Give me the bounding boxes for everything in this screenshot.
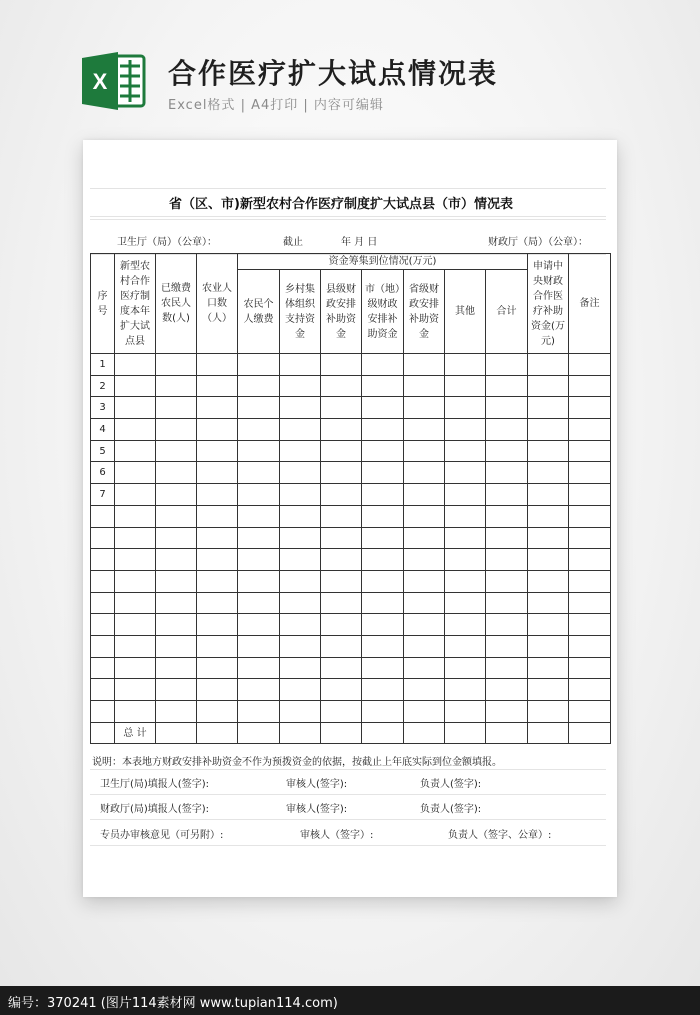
table-cell[interactable] xyxy=(115,549,156,571)
table-cell[interactable] xyxy=(115,397,156,419)
table-cell[interactable] xyxy=(321,570,362,592)
table-row xyxy=(91,635,611,657)
table-cell[interactable] xyxy=(569,701,611,723)
table-cell[interactable] xyxy=(280,614,321,636)
table-cell[interactable] xyxy=(404,570,445,592)
table-cell[interactable] xyxy=(362,440,404,462)
table-cell[interactable] xyxy=(321,484,362,506)
row-number: 7 xyxy=(91,484,115,506)
table-cell[interactable] xyxy=(362,570,404,592)
table-cell[interactable] xyxy=(280,375,321,397)
row-number xyxy=(91,549,115,571)
health-leader: 负责人(签字): xyxy=(420,779,482,790)
table-cell[interactable] xyxy=(569,570,611,592)
header xyxy=(82,48,622,118)
table-cell[interactable] xyxy=(115,505,156,527)
table-cell[interactable] xyxy=(528,440,569,462)
table-cell[interactable] xyxy=(362,701,404,723)
health-reviewer: 审核人(签字): xyxy=(286,779,348,790)
table-cell[interactable] xyxy=(156,505,197,527)
table-row xyxy=(91,505,611,527)
table-cell[interactable] xyxy=(362,657,404,679)
row-number: 2 xyxy=(91,375,115,397)
footer-row-finance xyxy=(90,795,606,820)
table-cell[interactable] xyxy=(238,614,280,636)
table-cell[interactable] xyxy=(362,375,404,397)
table-cell[interactable] xyxy=(569,679,611,701)
table-cell[interactable] xyxy=(404,635,445,657)
table-cell[interactable] xyxy=(404,657,445,679)
table-cell[interactable] xyxy=(280,570,321,592)
row-number xyxy=(91,701,115,723)
watermark-text: 编号：370241 (图片114素材网 www.tupian114.com) xyxy=(8,996,338,1011)
table-cell[interactable] xyxy=(486,462,528,484)
table-cell[interactable] xyxy=(238,484,280,506)
table-row xyxy=(91,527,611,549)
table-cell[interactable] xyxy=(486,549,528,571)
table-cell[interactable] xyxy=(197,570,238,592)
table-cell[interactable] xyxy=(486,440,528,462)
table-cell[interactable] xyxy=(569,462,611,484)
table-cell[interactable] xyxy=(321,527,362,549)
row-number: 1 xyxy=(91,354,115,376)
table-cell[interactable] xyxy=(156,375,197,397)
row-number xyxy=(91,614,115,636)
table-row xyxy=(91,354,611,376)
table-cell[interactable] xyxy=(238,419,280,441)
table-cell[interactable] xyxy=(362,484,404,506)
watermark-bar xyxy=(0,986,700,1015)
finance-filler: 财政厅(局)填报人(签字): xyxy=(100,804,209,815)
table-cell[interactable] xyxy=(569,614,611,636)
table-cell[interactable] xyxy=(528,505,569,527)
table-row xyxy=(91,701,611,723)
table-cell[interactable] xyxy=(115,635,156,657)
table-row xyxy=(91,484,611,506)
table-cell[interactable] xyxy=(528,527,569,549)
table-cell[interactable] xyxy=(156,701,197,723)
table-cell[interactable] xyxy=(404,505,445,527)
row-number: 6 xyxy=(91,462,115,484)
table-row xyxy=(91,570,611,592)
table-row xyxy=(91,462,611,484)
table-cell[interactable] xyxy=(445,592,486,614)
table-cell[interactable] xyxy=(569,657,611,679)
table-cell[interactable] xyxy=(197,549,238,571)
table-cell[interactable] xyxy=(321,505,362,527)
finance-dept-seal: 财政厅（局）（公章）： xyxy=(488,237,588,248)
table-cell[interactable] xyxy=(569,635,611,657)
table-cell[interactable] xyxy=(238,462,280,484)
col-other: 其他 xyxy=(445,270,486,354)
table-cell[interactable] xyxy=(362,527,404,549)
table-cell[interactable] xyxy=(238,657,280,679)
table-cell[interactable] xyxy=(404,440,445,462)
table-cell[interactable] xyxy=(321,354,362,376)
table-cell[interactable] xyxy=(115,527,156,549)
table-cell[interactable] xyxy=(156,484,197,506)
col-farmer-pay: 农民个人缴费 xyxy=(238,270,280,354)
table-cell[interactable] xyxy=(362,679,404,701)
table-cell[interactable] xyxy=(528,397,569,419)
table-cell[interactable] xyxy=(115,614,156,636)
table-cell[interactable] xyxy=(362,592,404,614)
table-cell[interactable] xyxy=(156,570,197,592)
table-cell[interactable] xyxy=(445,397,486,419)
table-cell[interactable] xyxy=(569,592,611,614)
table-cell[interactable] xyxy=(280,419,321,441)
table-cell[interactable] xyxy=(321,679,362,701)
table-row xyxy=(91,592,611,614)
table-cell[interactable] xyxy=(404,462,445,484)
table-cell[interactable] xyxy=(404,701,445,723)
row-number: 4 xyxy=(91,419,115,441)
table-cell[interactable] xyxy=(156,527,197,549)
table-cell[interactable] xyxy=(445,549,486,571)
table-cell[interactable] xyxy=(115,354,156,376)
table-cell[interactable] xyxy=(445,614,486,636)
col-remarks: 备注 xyxy=(569,254,611,354)
row-number xyxy=(91,657,115,679)
table-cell[interactable] xyxy=(197,484,238,506)
table-cell[interactable] xyxy=(569,375,611,397)
table-cell[interactable] xyxy=(445,657,486,679)
table-cell[interactable] xyxy=(197,505,238,527)
table-cell[interactable] xyxy=(280,462,321,484)
table-cell[interactable] xyxy=(115,701,156,723)
table-cell[interactable] xyxy=(486,701,528,723)
table-cell[interactable] xyxy=(445,419,486,441)
table-cell[interactable] xyxy=(445,635,486,657)
table-cell[interactable] xyxy=(197,397,238,419)
col-village: 乡村集体组织支持资金 xyxy=(280,270,321,354)
table-cell[interactable] xyxy=(404,527,445,549)
table-cell[interactable] xyxy=(528,484,569,506)
table-cell[interactable] xyxy=(238,505,280,527)
table-cell[interactable] xyxy=(321,375,362,397)
excel-icon xyxy=(82,50,146,112)
table-cell[interactable] xyxy=(238,527,280,549)
table-cell[interactable] xyxy=(528,419,569,441)
table-cell[interactable] xyxy=(528,635,569,657)
table-cell[interactable] xyxy=(362,462,404,484)
table-cell[interactable] xyxy=(280,592,321,614)
table-cell[interactable] xyxy=(404,419,445,441)
table-cell[interactable] xyxy=(404,397,445,419)
table-cell[interactable] xyxy=(115,679,156,701)
row-number xyxy=(91,570,115,592)
table-cell[interactable] xyxy=(280,679,321,701)
table-row xyxy=(91,657,611,679)
table-cell[interactable] xyxy=(404,679,445,701)
note-text: 说明：本表地方财政安排补助资金不作为预拨资金的依据，按截止上年底实际到位金额填报。 xyxy=(92,757,502,768)
table-cell[interactable] xyxy=(569,484,611,506)
table-cell[interactable] xyxy=(445,527,486,549)
table-cell[interactable] xyxy=(321,462,362,484)
table-cell[interactable] xyxy=(156,419,197,441)
table-cell[interactable] xyxy=(280,527,321,549)
table-cell[interactable] xyxy=(569,354,611,376)
table-cell[interactable] xyxy=(528,549,569,571)
row-number xyxy=(91,679,115,701)
page-subtitle: Excel格式 | A4打印 | 内容可编辑 xyxy=(168,98,384,113)
table-cell[interactable] xyxy=(404,592,445,614)
table-cell[interactable] xyxy=(486,527,528,549)
finance-leader: 负责人(签字): xyxy=(420,804,482,815)
table-cell[interactable] xyxy=(321,549,362,571)
table-cell[interactable] xyxy=(238,440,280,462)
row-number: 5 xyxy=(91,440,115,462)
table-cell[interactable] xyxy=(321,635,362,657)
table-cell[interactable] xyxy=(197,527,238,549)
table-cell[interactable] xyxy=(280,549,321,571)
table-cell[interactable] xyxy=(486,614,528,636)
table-cell[interactable] xyxy=(321,657,362,679)
table-row xyxy=(91,679,611,701)
finance-reviewer: 审核人(签字): xyxy=(286,804,348,815)
table-cell[interactable] xyxy=(156,397,197,419)
table-cell[interactable] xyxy=(528,592,569,614)
table-cell[interactable] xyxy=(362,549,404,571)
row-number xyxy=(91,635,115,657)
row-number xyxy=(91,505,115,527)
table-cell[interactable] xyxy=(238,592,280,614)
table-cell[interactable] xyxy=(280,397,321,419)
table-cell[interactable] xyxy=(445,570,486,592)
table-cell[interactable] xyxy=(445,462,486,484)
table-cell[interactable] xyxy=(238,570,280,592)
table-cell[interactable] xyxy=(156,592,197,614)
table-cell[interactable] xyxy=(115,570,156,592)
table-cell[interactable] xyxy=(445,679,486,701)
table-cell[interactable] xyxy=(238,701,280,723)
table-cell[interactable] xyxy=(280,440,321,462)
table-cell[interactable] xyxy=(569,397,611,419)
table-cell[interactable] xyxy=(528,354,569,376)
table-cell[interactable] xyxy=(486,505,528,527)
col-agri-pop: 农业人口数（人） xyxy=(197,254,238,354)
table-cell[interactable] xyxy=(362,397,404,419)
table-cell[interactable] xyxy=(569,505,611,527)
col-members: 新型农村合作医疗制度本年扩大试点县 xyxy=(115,254,156,354)
table-cell[interactable] xyxy=(528,462,569,484)
col-funds-group: 资金筹集到位情况(万元) xyxy=(238,254,528,270)
table-row xyxy=(91,419,611,441)
table-cell[interactable] xyxy=(156,614,197,636)
table-cell[interactable] xyxy=(486,635,528,657)
table-row xyxy=(91,440,611,462)
table-cell[interactable] xyxy=(486,570,528,592)
total-row xyxy=(91,722,611,744)
spreadsheet-paper xyxy=(83,140,617,897)
table-cell[interactable] xyxy=(445,701,486,723)
table-cell[interactable] xyxy=(197,657,238,679)
table-cell[interactable] xyxy=(362,614,404,636)
col-city: 市（地）级财政安排补助资金 xyxy=(362,270,404,354)
table-cell[interactable] xyxy=(528,570,569,592)
table-cell[interactable] xyxy=(197,354,238,376)
col-county: 县级财政安排补助资金 xyxy=(321,270,362,354)
table-cell[interactable] xyxy=(156,657,197,679)
table-cell[interactable] xyxy=(404,484,445,506)
table-cell[interactable] xyxy=(528,701,569,723)
table-cell[interactable] xyxy=(445,484,486,506)
table-cell[interactable] xyxy=(321,440,362,462)
table-cell[interactable] xyxy=(197,440,238,462)
table-cell[interactable] xyxy=(486,592,528,614)
table-cell[interactable] xyxy=(238,354,280,376)
page-title: 合作医疗扩大试点情况表 xyxy=(168,57,499,90)
table-cell[interactable] xyxy=(280,354,321,376)
table-cell[interactable] xyxy=(528,375,569,397)
table-cell[interactable] xyxy=(362,354,404,376)
table-row xyxy=(91,375,611,397)
table-cell[interactable] xyxy=(280,701,321,723)
table-cell[interactable] xyxy=(486,484,528,506)
table-cell[interactable] xyxy=(321,592,362,614)
table-cell[interactable] xyxy=(321,419,362,441)
table-cell[interactable] xyxy=(486,354,528,376)
table-cell[interactable] xyxy=(486,397,528,419)
office-opinion: 专员办审核意见（可另附）: xyxy=(100,830,224,841)
table-cell[interactable] xyxy=(362,419,404,441)
table-cell[interactable] xyxy=(197,635,238,657)
table-cell[interactable] xyxy=(321,614,362,636)
table-cell[interactable] xyxy=(445,505,486,527)
table-cell[interactable] xyxy=(280,484,321,506)
total-label: 总 计 xyxy=(115,722,156,744)
footer-row-office xyxy=(90,821,606,846)
table-cell[interactable] xyxy=(197,701,238,723)
table-cell[interactable] xyxy=(404,614,445,636)
table-cell[interactable] xyxy=(445,440,486,462)
table-cell[interactable] xyxy=(115,592,156,614)
health-dept-seal: 卫生厅（局）（公章）： xyxy=(117,237,217,248)
table-cell[interactable] xyxy=(486,375,528,397)
table-cell[interactable] xyxy=(156,679,197,701)
table-cell[interactable] xyxy=(115,375,156,397)
table-cell[interactable] xyxy=(238,375,280,397)
table-cell[interactable] xyxy=(156,354,197,376)
table-cell[interactable] xyxy=(486,679,528,701)
table-cell[interactable] xyxy=(569,440,611,462)
col-province: 省级财政安排补助资金 xyxy=(404,270,445,354)
table-cell[interactable] xyxy=(486,657,528,679)
table-cell[interactable] xyxy=(115,462,156,484)
table-cell[interactable] xyxy=(115,419,156,441)
table-cell[interactable] xyxy=(528,614,569,636)
table-cell[interactable] xyxy=(197,419,238,441)
table-cell[interactable] xyxy=(197,462,238,484)
table-cell[interactable] xyxy=(321,397,362,419)
form-title: 省（区、市)新型农村合作医疗制度扩大试点县（市）情况表 xyxy=(169,197,513,212)
col-seq: 序号 xyxy=(91,254,115,354)
row-number xyxy=(91,592,115,614)
table-cell[interactable] xyxy=(528,657,569,679)
table-cell[interactable] xyxy=(238,397,280,419)
health-filler: 卫生厅(局)填报人(签字): xyxy=(100,779,209,790)
table-cell[interactable] xyxy=(280,635,321,657)
table-cell[interactable] xyxy=(156,549,197,571)
footer-row-health xyxy=(90,769,606,795)
table-row xyxy=(91,397,611,419)
table-cell[interactable] xyxy=(321,701,362,723)
table-cell[interactable] xyxy=(156,635,197,657)
table-cell[interactable] xyxy=(115,657,156,679)
table-cell[interactable] xyxy=(445,375,486,397)
table-cell[interactable] xyxy=(156,440,197,462)
svg-text:X: X xyxy=(92,69,108,94)
table-cell[interactable] xyxy=(115,440,156,462)
table-cell[interactable] xyxy=(197,375,238,397)
table-cell[interactable] xyxy=(362,635,404,657)
table-cell[interactable] xyxy=(404,354,445,376)
table-cell[interactable] xyxy=(156,462,197,484)
col-paid-farmers: 已缴费农民人数(人) xyxy=(156,254,197,354)
table-cell[interactable] xyxy=(404,375,445,397)
table-cell[interactable] xyxy=(280,657,321,679)
office-leader: 负责人（签字、公章）: xyxy=(448,830,552,841)
table-cell[interactable] xyxy=(569,419,611,441)
table-cell[interactable] xyxy=(197,679,238,701)
data-table xyxy=(90,253,611,744)
table-cell[interactable] xyxy=(115,484,156,506)
table-cell[interactable] xyxy=(197,614,238,636)
table-cell[interactable] xyxy=(238,549,280,571)
table-cell[interactable] xyxy=(404,549,445,571)
table-cell[interactable] xyxy=(445,354,486,376)
table-cell[interactable] xyxy=(486,419,528,441)
table-cell[interactable] xyxy=(238,679,280,701)
table-cell[interactable] xyxy=(569,549,611,571)
office-reviewer: 审核人（签字）: xyxy=(300,830,374,841)
date-label: 年 月 日 xyxy=(341,237,378,248)
table-cell[interactable] xyxy=(362,505,404,527)
col-central: 申请中央财政合作医疗补助资金(万元) xyxy=(528,254,569,354)
cutoff-label: 截止 xyxy=(283,237,303,248)
col-subtotal: 合计 xyxy=(486,270,528,354)
table-row xyxy=(91,549,611,571)
row-number xyxy=(91,527,115,549)
table-cell[interactable] xyxy=(280,505,321,527)
table-row xyxy=(91,614,611,636)
table-cell[interactable] xyxy=(197,592,238,614)
table-cell[interactable] xyxy=(528,679,569,701)
row-number: 3 xyxy=(91,397,115,419)
table-cell[interactable] xyxy=(238,635,280,657)
table-cell[interactable] xyxy=(569,527,611,549)
